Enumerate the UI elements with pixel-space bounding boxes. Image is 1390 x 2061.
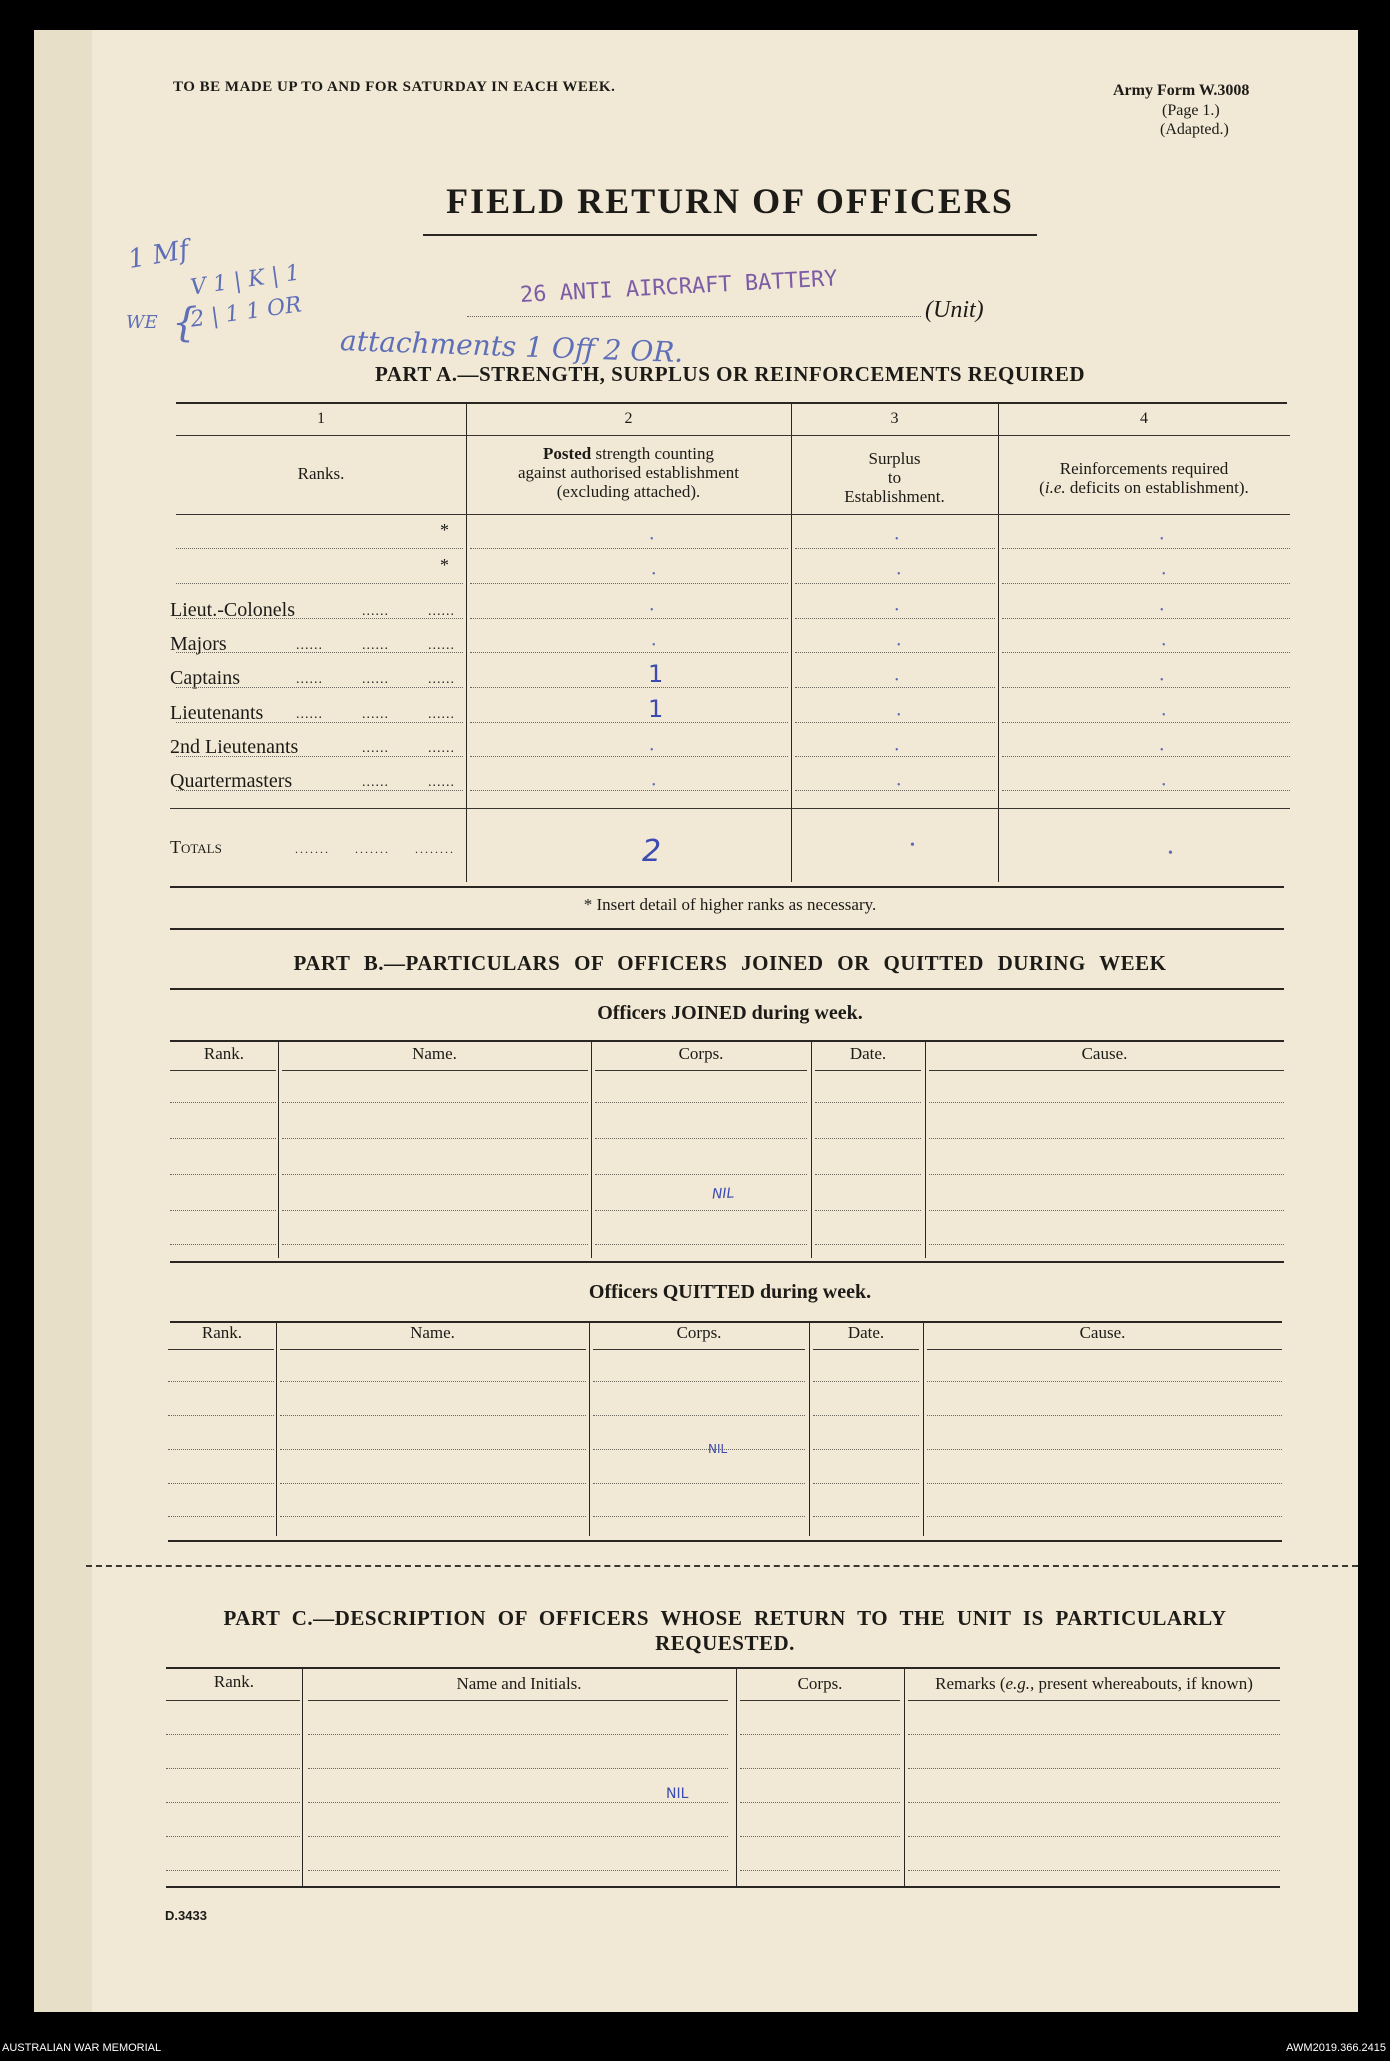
col-number-3: 3 <box>890 410 899 427</box>
part-a-top-rule <box>176 402 1287 404</box>
part-c-row-line <box>740 1870 900 1871</box>
joined-row-line <box>170 1102 276 1103</box>
joined-col-rank: Rank. <box>203 1044 245 1063</box>
part-a-row-line <box>176 756 463 757</box>
part-a-row-line <box>795 722 995 723</box>
quitted-col-sep <box>589 1321 590 1536</box>
part-c-row-line <box>166 1768 300 1769</box>
rank-leader-dots: ...... <box>428 604 455 619</box>
quitted-title: Officers QUITTED during week. <box>588 1281 872 1303</box>
part-c-row-line <box>308 1836 728 1837</box>
rank-leader-dots: ...... <box>362 672 389 687</box>
joined-row-line <box>815 1244 921 1245</box>
part-c-row-line <box>308 1734 728 1735</box>
rank-leader-dots: ...... <box>428 741 455 756</box>
part-c-row-line <box>908 1836 1280 1837</box>
remarks-suffix: present whereabouts, if known) <box>1034 1674 1253 1693</box>
joined-header-rule <box>815 1070 921 1071</box>
blank-cell-mark: • <box>652 640 656 651</box>
col-header-rule <box>176 514 1290 515</box>
rank-majors: Majors <box>170 633 227 655</box>
rank-quartermasters: Quartermasters <box>170 770 293 792</box>
joined-row-line <box>815 1138 921 1139</box>
rank-leader-dots: ...... <box>296 638 323 653</box>
blank-cell-mark: • <box>1162 780 1166 791</box>
quitted-row-line <box>593 1415 805 1416</box>
totals-reinf-dot: • <box>1168 846 1173 861</box>
rank-captains: Captains <box>170 667 240 689</box>
rank-leader-dots: ...... <box>362 741 389 756</box>
blank-cell-mark: • <box>650 605 654 616</box>
form-page: (Page 1.) <box>1162 102 1220 119</box>
part-c-heading-line1: PART C.—DESCRIPTION OF OFFICERS WHOSE RETURN TO THE UNIT IS PARTICULARLY <box>223 1606 1227 1630</box>
remarks-prefix: Remarks ( <box>935 1674 1006 1693</box>
part-c-top-rule <box>166 1667 1280 1669</box>
part-c-row-line <box>740 1768 900 1769</box>
part-a-row-line <box>470 756 788 757</box>
joined-col-sep <box>925 1040 926 1258</box>
quitted-row-line <box>280 1516 586 1517</box>
unit-stamp: 26 ANTI AIRCRAFT BATTERY <box>519 266 839 308</box>
unit-label: (Unit) <box>925 297 984 323</box>
blank-cell-mark: • <box>897 640 901 651</box>
part-c-row-line <box>308 1802 728 1803</box>
part-a-row-line <box>176 618 463 619</box>
joined-bottom-rule <box>170 1261 1284 1263</box>
part-c-row-line <box>908 1734 1280 1735</box>
totals-top-rule <box>170 808 1290 809</box>
blank-cell-mark: • <box>650 745 654 756</box>
quitted-row-line <box>813 1415 919 1416</box>
part-c-col-sep <box>302 1667 303 1886</box>
part-c-col-corps: Corps. <box>797 1674 843 1693</box>
part-c-row-line <box>740 1802 900 1803</box>
rank-leader-dots: ...... <box>428 638 455 653</box>
rank-leader-dots: ...... <box>428 707 455 722</box>
margin-note-3: 2 | 1 1 OR <box>188 292 304 333</box>
part-a-row-line <box>176 583 463 584</box>
joined-row-line <box>282 1102 588 1103</box>
rank-lieutenants: Lieutenants <box>170 702 264 724</box>
part-c-heading <box>160 1606 1290 1656</box>
posted-captains: 1 <box>648 660 664 688</box>
quitted-header-rule <box>168 1349 274 1350</box>
posted-line2: against authorised establishment <box>518 463 739 482</box>
quitted-row-line <box>280 1449 586 1450</box>
blank-cell-mark: • <box>897 569 901 580</box>
blank-cell-mark: • <box>895 605 899 616</box>
joined-row-line <box>282 1174 588 1175</box>
joined-col-sep <box>811 1040 812 1258</box>
sheet-edge <box>34 30 92 2012</box>
part-c-col-rank: Rank. <box>213 1672 255 1691</box>
part-a-row-line <box>176 790 463 791</box>
posted-lieutenants: 1 <box>648 695 664 723</box>
part-a-row-line <box>176 548 463 549</box>
joined-row-line <box>170 1244 276 1245</box>
blank-cell-mark: • <box>652 780 656 791</box>
part-c-row-line <box>740 1734 900 1735</box>
part-a-row-line <box>470 790 788 791</box>
blank-cell-mark: • <box>1160 675 1164 686</box>
quitted-row-line <box>813 1483 919 1484</box>
quitted-header-rule <box>813 1349 919 1350</box>
quitted-row-line <box>168 1381 274 1382</box>
part-a-row-line <box>470 652 788 653</box>
quitted-row-line <box>813 1381 919 1382</box>
part-a-heading: PART A.—STRENGTH, SURPLUS OR REINFORCEMENTS REQUIRED <box>374 362 1085 386</box>
part-a-row-line <box>1002 722 1290 723</box>
quitted-col-rank: Rank. <box>201 1323 243 1342</box>
surplus-line1: Surplus <box>868 449 921 468</box>
col-number-4: 4 <box>1140 410 1148 427</box>
joined-row-line <box>815 1210 921 1211</box>
joined-row-line <box>595 1102 807 1103</box>
part-c-row-line <box>166 1836 300 1837</box>
margin-note-1: 1 Mf <box>125 234 192 276</box>
part-a-row-line <box>176 687 463 688</box>
rank-leader-dots: ...... <box>362 775 389 790</box>
quitted-row-line <box>593 1449 805 1450</box>
quitted-header-rule <box>927 1349 1282 1350</box>
quitted-col-sep <box>809 1321 810 1536</box>
part-c-header-rule <box>166 1700 300 1701</box>
form-number: Army Form W.3008 <box>1113 82 1250 99</box>
col-number-2: 2 <box>624 410 633 427</box>
quitted-row-line <box>813 1516 919 1517</box>
part-a-row-line <box>795 618 995 619</box>
part-a-row-line <box>176 652 463 653</box>
part-b-heading: PART B.—PARTICULARS OF OFFICERS JOINED OR QUITTED DURING WEEK <box>293 951 1167 975</box>
part-a-footnote: * Insert detail of higher ranks as necessary. <box>583 895 877 914</box>
quitted-col-corps: Corps. <box>676 1323 722 1342</box>
margin-note-we: WE <box>126 312 158 333</box>
quitted-row-line <box>593 1381 805 1382</box>
blank-cell-mark: • <box>1160 605 1164 616</box>
part-c-col-sep <box>736 1667 737 1886</box>
part-a-row-line <box>795 652 995 653</box>
joined-col-date: Date. <box>849 1044 887 1063</box>
part-a-row-line <box>1002 618 1290 619</box>
totals-leader: ....... ....... ........ <box>295 842 455 856</box>
totals-surplus-dot: • <box>910 838 915 853</box>
part-c-heading-line2: REQUESTED. <box>655 1631 795 1655</box>
archive-footer <box>0 2036 1390 2061</box>
joined-header-rule <box>929 1070 1284 1071</box>
attachments-note: attachments 1 Off 2 OR. <box>339 324 684 369</box>
joined-row-line <box>282 1138 588 1139</box>
part-c-row-line <box>740 1836 900 1837</box>
quitted-row-line <box>168 1516 274 1517</box>
col-header-surplus <box>791 449 998 506</box>
blank-cell-mark: • <box>897 710 901 721</box>
blank-cell-mark: • <box>895 675 899 686</box>
quitted-row-line <box>813 1449 919 1450</box>
part-c-bottom-rule <box>166 1886 1280 1888</box>
title-underline <box>423 234 1037 236</box>
col-header-posted <box>466 444 791 501</box>
quitted-col-date: Date. <box>847 1323 885 1342</box>
part-c-row-line <box>308 1768 728 1769</box>
joined-header-rule <box>170 1070 276 1071</box>
part-a-row-line <box>795 756 995 757</box>
part-a-row-line <box>176 722 463 723</box>
margin-brace: { <box>172 300 198 346</box>
quitted-col-cause: Cause. <box>1079 1323 1126 1342</box>
joined-col-corps: Corps. <box>678 1044 724 1063</box>
quitted-header-rule <box>280 1349 586 1350</box>
rank-leader-dots: ...... <box>362 604 389 619</box>
quitted-row-line <box>168 1415 274 1416</box>
part-a-row-line <box>470 687 788 688</box>
unit-line <box>467 316 921 317</box>
joined-row-line <box>815 1174 921 1175</box>
blank-cell-mark: • <box>897 780 901 791</box>
footer-accession: AWM2019.366.2415 <box>1286 2042 1386 2054</box>
posted-rest: strength counting <box>595 444 714 463</box>
quitted-col-sep <box>923 1321 924 1536</box>
quitted-col-sep <box>276 1321 277 1536</box>
joined-row-line <box>815 1102 921 1103</box>
margin-note-2: V 1 | K | 1 <box>188 260 302 301</box>
blank-cell-mark: • <box>895 745 899 756</box>
form-code: D.3433 <box>165 1908 207 1923</box>
part-c-header-rule <box>740 1700 900 1701</box>
quitted-row-line <box>927 1415 1282 1416</box>
blank-cell-mark: • <box>652 569 656 580</box>
form-adapted: (Adapted.) <box>1160 121 1229 138</box>
part-b-top-rule <box>170 928 1284 930</box>
col-number-1: 1 <box>317 410 325 427</box>
quitted-row-line <box>927 1381 1282 1382</box>
joined-header-rule <box>282 1070 588 1071</box>
joined-row-line <box>595 1210 807 1211</box>
posted-bold: Posted <box>543 444 592 463</box>
part-a-row-line <box>1002 652 1290 653</box>
quitted-row-line <box>927 1483 1282 1484</box>
part-a-row-line <box>470 583 788 584</box>
part-c-col-remarks <box>904 1674 1284 1694</box>
quitted-header-rule <box>593 1349 805 1350</box>
joined-header-rule <box>595 1070 807 1071</box>
part-a-row-line <box>795 687 995 688</box>
part-c-nil: NIL <box>666 1786 689 1802</box>
part-c-row-line <box>908 1870 1280 1871</box>
part-a-row-line <box>795 790 995 791</box>
quitted-row-line <box>168 1449 274 1450</box>
posted-line3: (excluding attached). <box>556 482 701 501</box>
joined-row-line <box>929 1138 1284 1139</box>
joined-col-sep <box>278 1040 279 1258</box>
part-c-row-line <box>166 1734 300 1735</box>
quitted-row-line <box>927 1449 1282 1450</box>
quitted-row-line <box>593 1516 805 1517</box>
blank-cell-mark: • <box>1162 710 1166 721</box>
joined-row-line <box>929 1102 1284 1103</box>
part-c-header-rule <box>308 1700 728 1701</box>
part-a-row-line <box>795 548 995 549</box>
rank-lieut-colonels: Lieut.-Colonels <box>170 599 295 621</box>
part-c-row-line <box>166 1870 300 1871</box>
joined-row-line <box>282 1244 588 1245</box>
rank-leader-dots: ...... <box>428 775 455 790</box>
part-c-header-rule <box>908 1700 1280 1701</box>
part-a-row-line <box>470 618 788 619</box>
rank-leader-dots: ...... <box>428 672 455 687</box>
quitted-col-name: Name. <box>410 1323 455 1342</box>
part-c-row-line <box>908 1768 1280 1769</box>
perforation-line <box>86 1565 1358 1567</box>
part-b-heading-rule <box>170 988 1284 990</box>
quitted-row-line <box>280 1483 586 1484</box>
blank-cell-mark: • <box>1162 640 1166 651</box>
quitted-row-line <box>280 1381 586 1382</box>
joined-col-sep <box>591 1040 592 1258</box>
joined-title: Officers JOINED during week. <box>597 1002 863 1024</box>
rank-leader-dots: ...... <box>362 707 389 722</box>
rank-2nd-lieutenants: 2nd Lieutenants <box>170 736 299 758</box>
joined-col-name: Name. <box>412 1044 457 1063</box>
joined-row-line <box>595 1174 807 1175</box>
instruction-text: TO BE MADE UP TO AND FOR SATURDAY IN EACH WEEK. <box>173 79 616 95</box>
page-title: FIELD RETURN OF OFFICERS <box>446 181 1014 221</box>
col-header-ranks: Ranks. <box>297 464 345 483</box>
quitted-bottom-rule <box>168 1540 1282 1542</box>
part-a-row-line <box>1002 790 1290 791</box>
part-a-bottom-rule <box>170 886 1284 888</box>
part-c-row-line <box>908 1802 1280 1803</box>
joined-row-line <box>929 1244 1284 1245</box>
totals-posted: 2 <box>642 834 662 869</box>
quitted-row-line <box>593 1483 805 1484</box>
joined-row-line <box>282 1210 588 1211</box>
part-a-row-line <box>1002 756 1290 757</box>
part-a-row-line <box>795 583 995 584</box>
asterisk-1: * <box>440 520 449 540</box>
rank-leader-dots: ...... <box>296 707 323 722</box>
quitted-row-line <box>927 1516 1282 1517</box>
reinf-line2: deficits on establishment). <box>1069 478 1249 497</box>
surplus-line2: to <box>887 468 902 487</box>
quitted-nil: NIL <box>708 1442 728 1456</box>
col-header-reinforcements: Reinforcements required (i.e. deficits on establishment). <box>1039 459 1249 497</box>
part-a-row-line <box>1002 583 1290 584</box>
joined-row-line <box>595 1138 807 1139</box>
rank-leader-dots: ...... <box>296 672 323 687</box>
part-c-col-name: Name and Initials. <box>456 1674 582 1693</box>
reinf-line1: Reinforcements required <box>1059 459 1229 478</box>
col-number-rule <box>176 435 1290 436</box>
part-c-col-sep <box>904 1667 905 1886</box>
blank-cell-mark: • <box>895 534 899 545</box>
joined-row-line <box>170 1210 276 1211</box>
joined-row-line <box>170 1174 276 1175</box>
reinf-ie: i.e. <box>1044 478 1066 497</box>
part-a-row-line <box>1002 687 1290 688</box>
blank-cell-mark: • <box>1162 569 1166 580</box>
totals-label: Totals <box>170 837 222 857</box>
joined-row-line <box>929 1174 1284 1175</box>
joined-col-cause: Cause. <box>1081 1044 1128 1063</box>
quitted-row-line <box>280 1415 586 1416</box>
blank-cell-mark: • <box>650 534 654 545</box>
joined-nil: NIL <box>711 1185 735 1203</box>
footer-institution: AUSTRALIAN WAR MEMORIAL <box>2 2042 162 2054</box>
part-c-row-line <box>308 1870 728 1871</box>
joined-row-line <box>595 1244 807 1245</box>
remarks-eg: e.g., <box>1005 1674 1035 1693</box>
joined-row-line <box>170 1138 276 1139</box>
blank-cell-mark: • <box>1160 745 1164 756</box>
joined-top-rule <box>170 1040 1284 1042</box>
part-c-row-line <box>166 1802 300 1803</box>
surplus-line3: Establishment. <box>844 487 945 506</box>
joined-row-line <box>929 1210 1284 1211</box>
quitted-row-line <box>168 1483 274 1484</box>
asterisk-2: * <box>440 555 449 575</box>
rank-leader-dots: ...... <box>362 638 389 653</box>
blank-cell-mark: • <box>1160 534 1164 545</box>
part-a-row-line <box>470 548 788 549</box>
part-a-row-line <box>470 722 788 723</box>
part-a-row-line <box>1002 548 1290 549</box>
